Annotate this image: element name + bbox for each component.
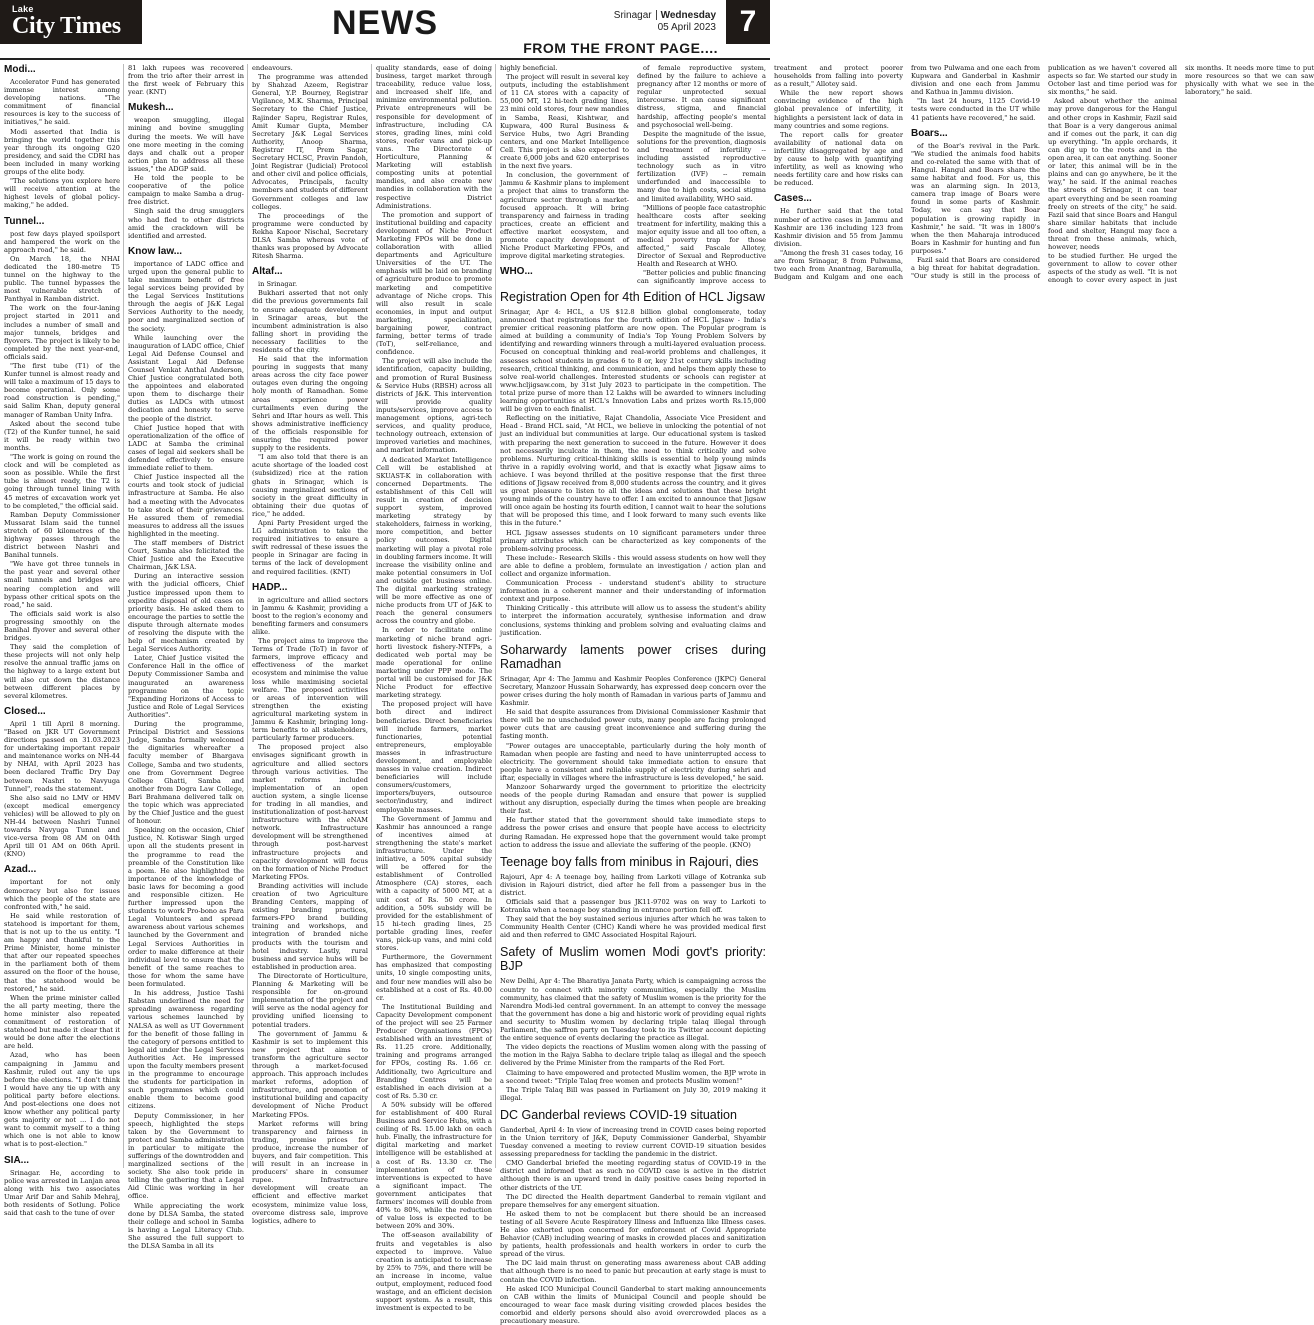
article-paragraph: in Srinagar. xyxy=(258,280,298,289)
headline-dc-ganderbal: DC Ganderbal reviews COVID-19 situation xyxy=(500,1107,737,1122)
article-paragraph: "The solutions you explore here will receive attention at the highest levels of global policy-making," he added. xyxy=(4,177,120,210)
article-paragraph: While the new report shows convincing evidence of the high global prevalence of infertility, it highlights a persistent lack of data in many countries and some regions. xyxy=(774,89,903,130)
article-heading-know-law: Know law... xyxy=(128,245,183,257)
article-paragraph: Claiming to have empowered and protected Muslim women, the BJP wrote in a second tweet: "Triple Talaq free women and protects Muslim women!" xyxy=(500,1068,766,1085)
article-paragraph: HCL Jigsaw assesses students on 10 significant parameters under three primary attributes which can be characterized as key components of the problem-solving process. xyxy=(500,528,766,553)
masthead xyxy=(0,0,770,60)
article-paragraph: Srinagar, Apr 4: The Jammu and Kashmir Peoples Conference (JKPC) General Secretary, Manzoor Hussain Soharwardy, has expressed deep concern over the power crises during the holy month of Ramadan in various parts of Jammu and Kashmir. xyxy=(500,674,766,708)
article-paragraph: highly beneficial. xyxy=(500,64,558,72)
article-paragraph: During the programme, Principal District and Sessions Judge, Samba formally welcomed the dignitaries whereafter a faculty member of Bhargava College, Samba and two students, one from Government Degree College Ghatti, Samba and another from Dogra Law College, Bari Brahmana delivered talk on the topic which was appreciated by the Chief Justice and the guest of honour. xyxy=(128,720,244,826)
article-paragraph: The project will result in several key outputs, including the establishment of 11 CA stores with a capacity of 55,000 MT, 12 hi-tech grading lines, 23 mini cold stores, four new mandies in Samba, Reasi, Kishtwar, and Kupwara, 400 Rural Business & Service Hubs, two Agri Branding centers, and one Market Intelligence Cell. This project is also expected to create 6,000 jobs and 620 enterprises in the next five years. xyxy=(500,73,629,171)
dateline-weekday: Wednesday xyxy=(660,10,716,21)
article-paragraph: Thinking Critically - this attribute will allow us to assess the student's ability to interpret the information accurately, synthesise information and draw conclusions, systems thinking and problem solving and evaluating claims and justification. xyxy=(500,604,766,637)
article-paragraph: Azad, who has been campaigning in Jammu and Kashmir, ruled out any tie ups before the elections. "I don't think I would have any tie up with any political party before elections. And post-elections one does not know whether any political party gets majority or not ... I do not want to commit myself to a thing which one is not able to know what is to post-election." xyxy=(4,1051,120,1149)
article-paragraph: The government of Jammu & Kashmir is set to implement this new project that aims to transform the agriculture sector through a market-focused approach. This approach includes market reforms, adoption of infrastructure, and promotion of institutional building and capacity development of Niche Product Marketing FPOs. xyxy=(252,1029,368,1119)
column-divider xyxy=(247,64,248,1168)
article-paragraph: The report calls for greater availability of national data on infertility disaggregated by age and by cause to help with quantifying infertility, as well as knowing who needs fertility care and how risks can be reduced. xyxy=(774,130,903,188)
article-paragraph: The Triple Talaq Bill was passed in Parliament on July 30, 2019 making it illegal. xyxy=(500,1085,766,1102)
article-paragraph: The project aims to improve the Terms of Trade (ToT) in favor of farmers, improve efficacy and effectiveness of the market ecosystem and minimise the value loss while maximising societal welfare. The proposed activities or areas of intervention will strengthen the existing agricultural marketing system in Jammu & Kashmir, bringing long-term benefits to all stakeholders, particularly farmer producers. xyxy=(252,637,368,743)
article-paragraph: He said while restoration of statehood is important for them, that is not up to the us entity. "I am happy and thankful to the Prime Minister, home minister that after our repeated speeches in the parliament both of them assured on the floor of the house, that the statehood would be restored," he said. xyxy=(4,911,120,993)
article-paragraph: New Delhi, Apr 4: The Bharatiya Janata Party, which is campaigning across the country to connect with minority communities, especially the Muslim community, has claimed that the safety of Muslim women is the priority for the Narendra Modi-led central government. In an attempt to convey the message that the government has done a big and historic work of providing equal rights and security to Muslim women by declaring triple talaq illegal through Parliament, the saffron party on Tuesday took to its Twitter account depicting the entire sequence of events declaring the practice as illegal. xyxy=(500,977,766,1043)
article-paragraph: of female reproductive system, defined by the failure to achieve a pregnancy after 12 months or more of regular unprotected sexual intercourse. It can cause significant distress, stigma, and financial hardship, affecting people's mental and psychosocial well-being. xyxy=(637,64,766,129)
article-paragraph: Asked about whether the animal may prove dangerous for the Hangul and other crops in Kashmir, Fazil said that Boar is a very dangerous animal and if comes out the park, it can dig up everything. "In apple orchards, it can dig up to the roots and in the open area, it can eat anything. Sooner or later, this animal will be in the plains and can go anywhere, be it the way," he said. If the animal reaches the streets of Srinagar, it can tear apart everything and be seen roaming freely on streets of the city," he said. Fazil said that since Boars and Hangul share similar habitats that include food and shelter, Hangul may face a threat from these animals, which, however, needs xyxy=(1048,97,1177,252)
article-heading-cases: Cases... xyxy=(774,193,812,205)
article-paragraph: important for not only democracy but also for issues which the people of the state are confronted with," he said. xyxy=(4,878,120,911)
article-paragraph: "Among the fresh 31 cases today, 16 are from Srinagar, 8 from Pulwama, two each from Anantnag, Baramulla, Budgam and Kulgam and one each from two Pulwama and one each from Kupwara and Ganderbal in Kashmir division and one each from Jammu and Kathua in Jammu division. xyxy=(774,64,1040,282)
column-1 xyxy=(4,64,120,1217)
article-paragraph: Communication Process - understand student's ability to structure information in a coherent manner and their understanding of information context and purpose. xyxy=(500,579,766,604)
column-2 xyxy=(128,64,244,1251)
logo-title: City Times xyxy=(12,13,121,39)
article-paragraph: Bukhari asserted that not only did the previous governments fail to ensure adequate development in Srinagar areas, but the incumbent administration is also falling short in providing the necessary facilities to the residents of the city. xyxy=(252,289,368,354)
article-paragraph: The proposed project also envisages significant growth in agriculture and allied sectors through various activities. The market reforms included implementation of an open auction system, a single license for trading in all mandies, and institutionalization of post-harvest infrastructure with the eNAM network. Infrastructure development will be strengthened through post-harvest infrastructure projects and capacity development will focus on the formation of Niche Product Marketing FPOs. xyxy=(252,743,368,881)
article-paragraph: quality standards, ease of doing business, target market through traceability, reduce value loss, and increased shelf life, and minimize environmental pollution. Private entrepreneurs will be responsible for development of infrastructure, including CA stores, grading lines, mini cold stores, reefer vans and pick-up vans. The Directorate of Horticulture, Planning & Marketing will establish composting units at potential mandies, and also create new mandies in collaboration with the respective District Administrations. xyxy=(376,64,492,210)
article-paragraph: Accelerator Fund has generated immense interest among developing nations. "The commitment of financial resources is key to the success of initiatives," he said. xyxy=(4,78,120,127)
article-heading-tunnel: Tunnel... xyxy=(4,215,45,227)
article-paragraph: "We have got three tunnels in the past year and several other small tunnels and bridges are nearing completion and will bypass other critical spots on the road," he said. xyxy=(4,560,120,609)
article-heading-altaf: Altaf... xyxy=(252,266,283,278)
article-paragraph: On March 18, the NHAI dedicated the 180-metre T5 tunnel on the highway to the public. The tunnel bypasses the most vulnerable stretch of Panthyal in Ramban district. xyxy=(4,254,120,304)
article-paragraph: Apni Party President urged the LG administration to take the required initiatives to ensure a swift redressal of these issues the people in Srinagar are facing in terms of the lack of development and required facilities. (KNT) xyxy=(252,518,368,576)
column-divider xyxy=(495,64,496,1168)
article-paragraph: Later, Chief Justice visited the Conference Hall in the office of Deputy Commissioner Samba and inaugurated an awareness programme on the topic "Expanding Horizons of Access to Justice and Role of Legal Services Authorities". xyxy=(128,654,244,719)
dateline xyxy=(614,10,716,34)
article-paragraph: Fazil said that Boars are considered a big threat for habitat degradation. "Our study is still in the process of publication as we haven't covered all aspects so far. We started our study in October last and time period was for six months," he said. xyxy=(911,64,1177,281)
dateline-city: Srinagar xyxy=(613,10,652,21)
article-paragraph: He asked ICO Municipal Council Ganderbal to start making announcements on CAB within the limits of Municipal Council and people should be encouraged to wear face mask during visiting crowded places besides the comorbid and elderly persons should also avoid overcrowded places as a precautionary measure. xyxy=(500,1284,766,1325)
dateline-separator xyxy=(656,10,657,20)
section-title: NEWS xyxy=(332,4,438,42)
article-paragraph: The Directorate of Horticulture, Planning & Marketing will be responsible for on-ground implementation of the project and will serve as the nodal agency for providing unified licensing to potential traders. xyxy=(252,971,368,1029)
article-paragraph: weapon smuggling, illegal mining and bovine smuggling during the meets. We will have one more meeting in the coming days and chalk out a proper action plan to address all these issues," the ADGP said. xyxy=(128,116,244,173)
article-paragraph: A dedicated Market Intelligence Cell will be established at SKUAST-K in collaboration with concerned Departments. The establishment of this Cell will result in creation of decision support system, improved marketing strategy by stakeholders, fairness in working, more competition, and better policy outcomes. Digital marketing will play a pivotal role in doubling farmers income. It will increase the visibility online and make potential consumers in UoI and outside get business online. The digital marketing strategy will be more effective as one of niche products from UT of J&K to reach the general consumers across the country and globe. xyxy=(376,455,492,626)
article-paragraph: The promotion and support of institutional building and capacity development of Niche Product Marketing FPOs will be done in collaboration with allied departments and Agriculture Universities of the UT. The emphasis will be laid on branding of agriculture produce to promote marketing and competitive advantage of Niche crops. This will also result in scale economies, in input and output marketing, specialization, bargaining power, contract farming, better terms of trade (ToT), self-reliance, and confidence. xyxy=(376,210,492,357)
article-paragraph: post few days played spoilsport and hampered the work on the approach road," he said. xyxy=(4,229,120,254)
article-paragraph: Rajouri, Apr 4: A teenage boy, hailing from Larkoti village of Kotranka sub division in Rajouri district, died after he fell from a passenger bus in the district. xyxy=(500,872,766,897)
article-paragraph: Manzoor Soharwardy urged the government to prioritize the electricity needs of the people during Ramadan and ensure that power is supplied without any disruption, especially during the times when people are breaking their fast. xyxy=(500,782,766,816)
right-stories xyxy=(500,290,766,1325)
column-4 xyxy=(376,64,492,1313)
article-paragraph: endeavours. xyxy=(252,64,293,72)
headline-teenage-boy: Teenage boy falls from minibus in Rajouri, dies xyxy=(500,854,759,869)
column-divider xyxy=(123,64,124,1168)
article-paragraph: The proposed project will have both direct and indirect beneficiaries. Direct beneficiaries will include farmers, market functionaries, potential entrepreneurs, employable masses in infrastructure development, and employable masses in value creation. Indirect beneficiaries will include consumers/customers, importers/buyers, outsource sector/industry, and indirect employable masses. xyxy=(376,700,492,814)
article-paragraph: Srinagar. He, according to police was arrested in Lanjan area along with his two associates Umar Arif Dar and Sahib Mehraj, both residents of Sotlung. Police said that cash to the tune of over xyxy=(4,1168,120,1217)
article-heading-boars: Boars... xyxy=(911,127,948,139)
article-paragraph: While launching over the inauguration of LADC office, Chief Legal Aid Defense Counsel and Assistant Legal Aid Defense Counsel Venkat Anthal Anderson, Chief Justice congratulated both the appointees and elaborated upon them to discharge their duties as LADCs with utmost dedication and honesty to serve the people of the district. xyxy=(128,333,244,423)
article-paragraph: While appreciating the work done by DLSA Samba, the stated their college and school in Samba is having a Legal Literacy Club. She assured the full support to the DLSA Samba in all its xyxy=(128,1201,244,1251)
article-paragraph: He said that despite assurances from Divisional Commissioner Kashmir that there will be no unscheduled power cuts, many people are facing prolonged power cuts that are causing great inconvenience and suffering during the fasting month. xyxy=(500,708,766,741)
article-paragraph: A 50% subsidy will be offered for establishment of 400 Rural Business and Service Hubs, with a ceiling of Rs. 15.00 lakh on each hub. Finally, the infrastructure for digital marketing and market intelligence will be established at a cost of Rs. 13.30 cr. The implementation of these interventions is expected to have a significant impact. The government anticipates that farmers' incomes will double from 40% to 80%, while the reduction of value loss is expected to be between 20% and 30%. xyxy=(376,1100,492,1231)
article-paragraph: The DC directed the Health department Ganderbal to remain vigilant and prepare themselves for any emergent situation. xyxy=(500,1192,766,1209)
article-paragraph: Modi asserted that India is bringing the world together this year through its ongoing G20 presidency, and said the CDRI has been included in many working groups of the elite body. xyxy=(4,127,120,177)
article-heading-closed: Closed... xyxy=(4,705,46,717)
article-paragraph: Speaking on the occasion, Chief Justice, N. Kotiswar Singh urged upon all the students present in the programme to read the preamble of the Constitution like a poem. He also highlighted the importance of the knowledge of basic laws for becoming a good and responsible citizen. He further impressed upon the students to work Pro-bono as Para Legal Volunteers and spread awareness about various schemes launched by the Government and Legal Services Authorities in order to make difference at their individual level to ensure that the benefit of the same reaches to those for whom the same have been formulated. xyxy=(128,826,244,989)
article-paragraph: When the prime minister called the all party meeting, there the home minister also repeated commitment of restoration of statehood but made it clear that it would be done after the elections are held. xyxy=(4,993,120,1051)
column-5 xyxy=(500,64,1314,286)
article-paragraph: April 1 till April 8 morning. "Based on JKR UT Government directions passed on 31.03.2023 for undertaking important repair and maintenance works on NH-44 by NHAI, with April 2023 has been declared Traffic Dry Day between Nashri to Navyuga Tunnel", reads the statement. xyxy=(4,719,120,793)
article-paragraph: "The work is going on round the clock and will be completed as soon as possible. While the first tube is almost ready, the T2 is going through tunnel lining with 45 metres of excavation work yet to be completed," the official said. xyxy=(4,453,120,510)
article-heading-who: WHO... xyxy=(500,266,533,278)
article-paragraph: In order to facilitate online marketing of niche brand agri-horti livestock fishery-NTFPs, a dedicated web portal may be made operational for online marketing under PPP mode. The portal will be customised for J&K Niche Product for effective marketing strategy. xyxy=(376,626,492,700)
article-paragraph: Chief Justice hoped that with operationalization of the office of LADC at Samba the criminal cases of legal aid seekers shall be defended effectively to ensure immediate relief to them. xyxy=(128,423,244,473)
headline-hcl-jigsaw: Registration Open for 4th Edition of HCL Jigsaw xyxy=(500,290,765,304)
article-paragraph: Reflecting on the initiative, Rajat Chandolia, Associate Vice President and Head - Brand HCL said, "At HCL, we believe in unlocking the potential of not just an individual but communities at large. Our educational system is tasked with preparing the next generation to succeed in the future. However it does not necessarily inculcate in them, the need to think critically and solve problems. Nurturing critical-thinking skills is essential to help young minds thrive in a rapidly evolving world, and that is exactly what Jigsaw aims to achieve. I was beyond thrilled at the positive response that the first three editions of Jigsaw received from 8,000 students across the country, and it gives us great pleasure to listen to all the ideas and solutions that these bright young minds of the country have to offer. I am excited to announce that Jigsaw will once again be hosting its fourth edition, I cannot wait to hear the solutions that will be proposed this time, and I look forward to many such events like this in the future." xyxy=(500,414,766,528)
column-3 xyxy=(252,64,368,1225)
article-paragraph: 81 lakh rupees was recovered from the trio after their arrest in the first week of February this year. (KNT) xyxy=(128,64,244,97)
article-paragraph: The Government of Jammu and Kashmir has announced a range of incentives aimed at strengthening the state's market infrastructure. Under the initiative, a 50% capital subsidy will be offered for the establishment of Controlled Atmosphere (CA) stores, each with a capacity of 5000 MT, at a unit cost of Rs. 50 crore. In addition, a 50% subsidy will be provided for the establishment of 15 hi-tech grading lines, 25 portable grading lines, reefer vans, pick-up vans, and mini cold stores. xyxy=(376,814,492,953)
article-paragraph: Furthermore, the Government has emphasized that composting units, 10 single composting units, and four new mandies will also be established at a cost of Rs. 40.00 cr. xyxy=(376,953,492,1002)
article-paragraph: CMO Ganderbal briefed the meeting regarding status of COVID-19 in the district and informed that as such no COVID case is active in the district although there is an upward trend in daily positive cases being reported in other districts of the UT. xyxy=(500,1159,766,1192)
article-paragraph: "Power outages are unacceptable, particularly during the holy month of Ramadan when people are fasting and need to have uninterrupted access to electricity. The government should take immediate action to ensure that people have a consistent and reliable supply of electricity during sehri and iftar, especially in villages where the infrastructure is less developed," he said. xyxy=(500,741,766,782)
article-paragraph: In his address, Justice Tashi Rabstan underlined the need for spreading awareness regarding various schemes launched by NALSA as well as UT Government for the benefit of those falling in the category of persons entitled to legal aid under the Legal Services Authorities Act. He impressed upon the faculty members present in the programme to encourage the students for participation in such programmes which could enable them to become good citizens. xyxy=(128,989,244,1111)
article-paragraph: Ramban Deputy Commissioner Mussarat Islam said the tunnel stretch of 60 kilometres of the highway passes through the district between Nashri and Banihal tunnels. xyxy=(4,510,120,560)
article-paragraph: The staff members of District Court, Samba also felicitated the Chief Justice and the Executive Chairman, J&K LSA. xyxy=(128,538,244,572)
article-paragraph: The Institutional Building and Capacity Development component of the project will see 25 Farmer Producer Organisations (FPOs) established with an investment of Rs. 11.25 crore. Additionally, training and programs arranged for FPOs, costing Rs. 1.66 cr. Additionally, two Agriculture and Branding Centres will be established in each division at a cost of Rs. 5.30 cr. xyxy=(376,1002,492,1100)
article-heading-mukesh: Mukesh... xyxy=(128,102,174,114)
article-heading-modi: Modi... xyxy=(4,64,36,75)
article-paragraph: Singh said the drug smugglers who had fled to other districts amid the crackdown will be identified and arrested. xyxy=(128,207,244,240)
front-page-banner: FROM THE FRONT PAGE.... xyxy=(523,40,718,56)
article-paragraph: He asked them to not be complacent but there should be an increased testing of all Severe Acute Respiratory Illness and Influenza like Illness cases. He also exhorted upon concerned for enforcement of Covid Appropriate Behavior (CAB) including wearing of masks in crowded places and sanitization by patients, health professionals and health workers in order to curb the spread of the virus. xyxy=(500,1209,766,1259)
article-paragraph: "Millions of people face catastrophic healthcare costs after seeking treatment for infertility, making this a major equity issue and all too often, a medical poverty trap for those affected," said Pascale Allotey, Director of Sexual and Reproductive Health and Research at WHO. xyxy=(637,203,766,269)
article-paragraph: During an interactive session with the judicial officers, Chief Justice impressed upon them to expedite disposal of old cases on priority basis. He asked them to encourage the parties to settle the dispute through alternate modes of resolving the dispute with the help of mechanism created by Legal Services Authority. xyxy=(128,572,244,654)
article-heading-hadp: HADP... xyxy=(252,581,288,593)
article-paragraph: They said that the boy sustained serious injuries after which he was taken to Community Health Center (CHC) Kandi where he was provided medical first aid and then referred to GMC Associated Hospital Rajouri. xyxy=(500,915,766,940)
article-paragraph: He further stated that the government should take immediate steps to address the power crises and ensure that people have access to electricity during Ramadan. He expressed hope that the government would take prompt action to address the issue and alleviate the suffering of the people. (KNO) xyxy=(500,816,766,849)
page-number: 7 xyxy=(726,0,770,44)
article-paragraph: The project will also include the identification, capacity building, and promotion of Rural Business & Service Hubs (RBSH) across all districts of J&K. This intervention will provide quality inputs/services, improve access to management options, agri-tech services, and quality produce, technology outreach, extension of improved varieties and machines, and market information. xyxy=(376,357,492,455)
article-paragraph: They said the completion of these projects will not only help resolve the annual traffic jams on the highway to a large extent but will also cut down the distance between different places by several kilometres. xyxy=(4,643,120,700)
article-paragraph: Branding activities will include creation of two Agriculture Branding Centers, mapping of existing branding practices, farmers-FPO brand building training and workshops, and integration of branded niche products with the tourism and hotel industry. Lastly, rural business and service hubs will be established in production area. xyxy=(252,881,368,971)
article-paragraph: Market reforms will bring transparency and fairness in trading, promise prices for produce, increase the number of buyers, and fair competition. This will result in an increase in producers' share in consumer rupee. Infrastructure development will create an efficient and effective market ecosystem, minimize value loss, overcome distress sale, improve logistics, adhere to xyxy=(252,1119,368,1225)
article-paragraph: The video depicts the reactions of Muslim women along with the passing of the motion in the Rajya Sabha to declare triple talaq as illegal and the speech delivered by the Prime Minister from the ramparts of the Red Fort. xyxy=(500,1043,766,1068)
article-paragraph: He further said that the total number of active cases in Jammu and Kashmir are 136 including 123 from Kashmir division and 55 from Jammu division. xyxy=(774,207,903,248)
column-divider xyxy=(371,64,372,1168)
headline-bjp-muslim-women: Safety of Muslim women Modi govt's priority: BJP xyxy=(500,945,766,974)
dateline-date: 05 April 2023 xyxy=(657,22,716,33)
article-paragraph: He said that the information pouring in suggests that many areas across the city face power outages even during the ongoing holy month of Ramadhan. Some areas experience power curtailments even during the Sehri and Iftar hours as well. This shows administrative inefficiency of the officials responsible for ensuring the required power supply to the residents. xyxy=(252,355,368,453)
article-paragraph: The officials said work is also progressing smoothly on the Banihal flyover and several other bridges. xyxy=(4,609,120,643)
article-paragraph: In conclusion, the government of Jammu & Kashmir plans to implement a project that aims to transform the agriculture sector through a market-focused approach. It will bring transparency and fairness in trading practices, create an efficient and effective market ecosystem, and promote capacity development of Niche Product Marketing FPOs, and improve digital marketing strategies. xyxy=(500,171,629,261)
article-paragraph: importance of LADC office and urged upon the general public to take maximum benefit of free legal services being provided by the Legal Services Institutions through the aegis of J&K Legal Services Authority to the needy, poor and marginalized section of the society. xyxy=(128,259,244,333)
article-paragraph: "The first tube (T1) of the Kunfer tunnel is almost ready and will take a maximum of 15 days to become operational. Only some road construction is pending," said Salim Khan, deputy general manager of Ramban Unity Infra. xyxy=(4,362,120,419)
article-paragraph: "Better policies and public financing can significantly improve access to treatment and protect poorer households from falling into poverty as a result," Allotey said. xyxy=(637,64,903,286)
article-paragraph: The off-season availability of fruits and vegetables is also expected to improve. Value creation is anticipated to increase by 25% to 75%, and there will be an increase in income, value output, employment, reduced food wastage, and an efficient decision support system. As a result, this investment is expected to be xyxy=(376,1231,492,1313)
article-paragraph: Chief Justice inspected all the courts and took stock of judicial infrastructure at Samba. He also had a meeting with the Advocates to take stock of their grievances. He assured them of remedial measures to address all the issues highlighted in the meeting. xyxy=(128,473,244,538)
article-paragraph: Asked about the second tube (T2) of the Kunfer tunnel, he said it will be ready within two months. xyxy=(4,419,120,452)
article-paragraph: to be studied further. He urged the government to allow to cover other aspects of the study as well. "It is not enough to cover every aspect in just six months. It needs more time to put more resources so that we can saw physically with what we see in the laboratory," he said. xyxy=(1048,64,1314,285)
headline-soharwardy: Soharwardy laments power crises during Ramadhan xyxy=(500,642,766,671)
article-paragraph: of the Boar's revival in the Park. "We studied the animals food habits and co-related the same with that of Hangul. Hangul and Boars share the same habitat and food. For us, this was an alarming sign. In 2013, camera trap image of Boars were found in some parts of Kashmir. Today, we can say that Boar population is growing rapidly in Kashmir," he said. "It was in 1800's when the then Maharaja introduced Boars in Kashmir for hunting and fun purposes." xyxy=(911,141,1040,255)
article-heading-azad: Azad... xyxy=(4,864,37,876)
article-paragraph: The proceedings of the programme were conducted by Rekha Kapoor Nischal, Secretary DLSA Samba whereas vote of thanks was proposed by Advocate Ritesh Sharma. xyxy=(252,211,368,261)
article-paragraph: Despite the magnitude of the issue, solutions for the prevention, diagnosis and treatment of infertility -- including assisted reproductive technology such as in vitro fertilization (IVF) -- remain underfunded and inaccessible to many due to high costs, social stigma and limited availability, WHO said. xyxy=(637,129,766,203)
article-paragraph: He told the people to be cooperative of the police campaign to make Samba a drug-free district. xyxy=(128,174,244,207)
article-paragraph: The work on the four-laning project started in 2011 and includes a number of small and major tunnels, bridges and flyovers. The project is likely to be completed by the next year-end, officials said. xyxy=(4,304,120,361)
article-paragraph: Srinagar, Apr 4: HCL, a US $12.8 billion global conglomerate, today announced that registrations for the fourth edition of HCL Jigsaw - India's premier critical reasoning platform are now open. The Popular program is aimed at building a community of India's Top Young Problem Solvers by identifying and rewarding winners through a multi-layered evaluation process. Focused on conceptual thinking and real-world problems and challenges, it assesses school students in grades 6 to 8 or, key 21st century skills including research, critical thinking, and communication, and helps them apply these to solve real-world challenges. Interested students or schools can register at www.hcljigsaw.com, by 31st July 2023 to participate in the competition. The total prize purse of more than 12 Lakhs will be awarded to winners including learning opportunities at HCL's Innovation Labs and prizes worth Rs.15,000 will be given to each finalist. xyxy=(500,308,766,414)
article-paragraph: Ganderbal, April 4: In view of increasing trend in COVID cases being reported in the Union territory of J&K, Deputy Commissioner Ganderbal, Shyambir Tuesday convened a meeting to review current COVID-19 situation besides assessing preparedness for tackling the pandemic in the district. xyxy=(500,1125,766,1159)
article-paragraph: "I am also told that there is an acute shortage of the loaded cost (subsidized) rice at the ration ghats in Srinagar, which is causing marginalized sections of society in the great difficulty in obtaining their due quotas of rice," he added. xyxy=(252,453,368,518)
logo-small-text: Lake xyxy=(12,4,34,14)
header-rule xyxy=(0,58,770,60)
article-paragraph: in agriculture and allied sectors in Jammu & Kashmir, providing a boost to the region's economy and benefiting farmers and consumers alike. xyxy=(252,595,368,636)
article-paragraph: "In last 24 hours, 1125 Covid-19 tests were conducted in the UT while 41 patients have recovered," he said. xyxy=(911,97,1040,122)
article-heading-sia: SIA... xyxy=(4,1154,30,1166)
article-paragraph: The programme was attended by Shahzad Azeem, Registrar General, Y.P. Bourney, Registrar Vigilance, M.K. Sharma, Principal Secretary to the Chief Justice, Rajinder Sapru, Registrar Rules, Amit Kumar Gupta, Member Secretary J&K Legal Services Authority, Anoop Sharma, Registrar IT, Prem Sagar, Secretary HCLSC, Pravin Pandoh, Joint Registrar (Judicial) Protocol and other civil and police officials, Advocates, Principals, faculty members and students of different Government colleges and law colleges. xyxy=(252,73,368,211)
article-paragraph: The DC laid main thrust on generating mass awareness about CAB adding that although there is no need to panic but precaution at early stage is must to contain the COVID infection. xyxy=(500,1259,766,1284)
article-paragraph: These include:- Research Skills - this would assess students on how well they are able to define a problem, formulate an investigation / action plan and collect and organize information. xyxy=(500,553,766,578)
article-paragraph: She also said no LMV or HMV (except medical emergency vehicles) will be allowed to ply on NH-44 between Nashri Tunnel towards Navyuga Tunnel and vice-versa from 08 AM on 04th April till 01 AM on 06th April. (KNO) xyxy=(4,793,120,859)
article-paragraph: Deputy Commissioner, in her speech, highlighted the steps taken by the Government to protect and Samba administration in particular to mitigate the sufferings of the downtrodden and marginalized sections of the society. She also took pride in telling the gathering that a Legal Aid Clinic was working in her office. xyxy=(128,1111,244,1201)
article-paragraph: Officials said that a passenger bus JK11-9702 was on way to Larkoti to Kotranka when a teenage boy standing in entrance portion fell off. xyxy=(500,898,766,915)
